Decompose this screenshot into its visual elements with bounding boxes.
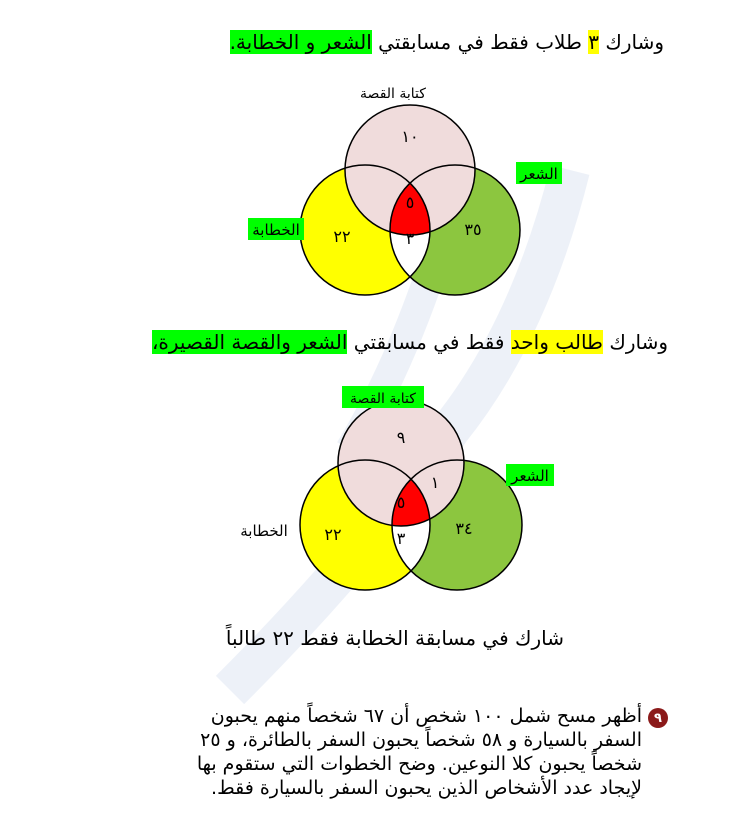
highlight-number: ٣ xyxy=(588,30,599,54)
label-speech: الخطابة xyxy=(252,221,300,239)
value-poetry-only: ٣٥ xyxy=(464,220,482,239)
label-story: كتابة القصة xyxy=(350,391,416,407)
question-text xyxy=(102,704,642,800)
value-speech-poetry: ٣ xyxy=(396,529,406,548)
question-number-badge: ٩ xyxy=(648,708,668,728)
question-line-4: لإيجاد عدد الأشخاص الذين يحبون السفر بالسيارة فقط. xyxy=(211,777,642,799)
venn-diagram-1 xyxy=(240,80,580,300)
question-line-3: شخصاً يحبون كلا النوعين. وضح الخطوات التي ستقوم بها xyxy=(196,753,642,775)
highlight-subjects: الشعر و الخطابة. xyxy=(229,30,372,54)
value-story-poetry: ١ xyxy=(430,473,440,492)
label-story: كتابة القصة xyxy=(360,86,426,102)
highlight-one-student: طالب واحد xyxy=(510,330,603,354)
label-poetry: الشعر xyxy=(520,165,558,183)
statement-line-1: وشارك ٣ طلاب فقط في مسابقتي الشعر و الخطابة. xyxy=(229,30,664,54)
value-speech-poetry: ٣ xyxy=(405,229,415,248)
question-line-1: أظهر مسح شمل ١٠٠ شخص أن ٦٧ شخصاً منهم يحبون xyxy=(210,705,642,727)
label-poetry: الشعر xyxy=(511,467,549,485)
highlight-subjects-2: الشعر والقصة القصيرة، xyxy=(151,330,348,354)
value-story-only: ٩ xyxy=(396,428,406,447)
value-poetry-only: ٣٤ xyxy=(455,519,473,538)
label-speech: الخطابة xyxy=(240,522,288,540)
statement-line-3: شارك في مسابقة الخطابة فقط ٢٢ طالباً xyxy=(225,626,564,650)
question-line-2: السفر بالسيارة و ٥٨ شخصاً يحبون السفر بالطائرة، و ٢٥ xyxy=(200,729,642,751)
value-speech-only: ٢٢ xyxy=(324,525,342,544)
value-center: ٥ xyxy=(396,493,406,512)
statement-line-2: وشارك طالب واحد فقط في مسابقتي الشعر والقصة القصيرة، xyxy=(151,330,668,354)
value-story-only: ١٠ xyxy=(401,127,419,146)
value-speech-only: ٢٢ xyxy=(333,227,351,246)
venn-diagram-2 xyxy=(230,378,570,603)
value-center: ٥ xyxy=(405,193,415,212)
